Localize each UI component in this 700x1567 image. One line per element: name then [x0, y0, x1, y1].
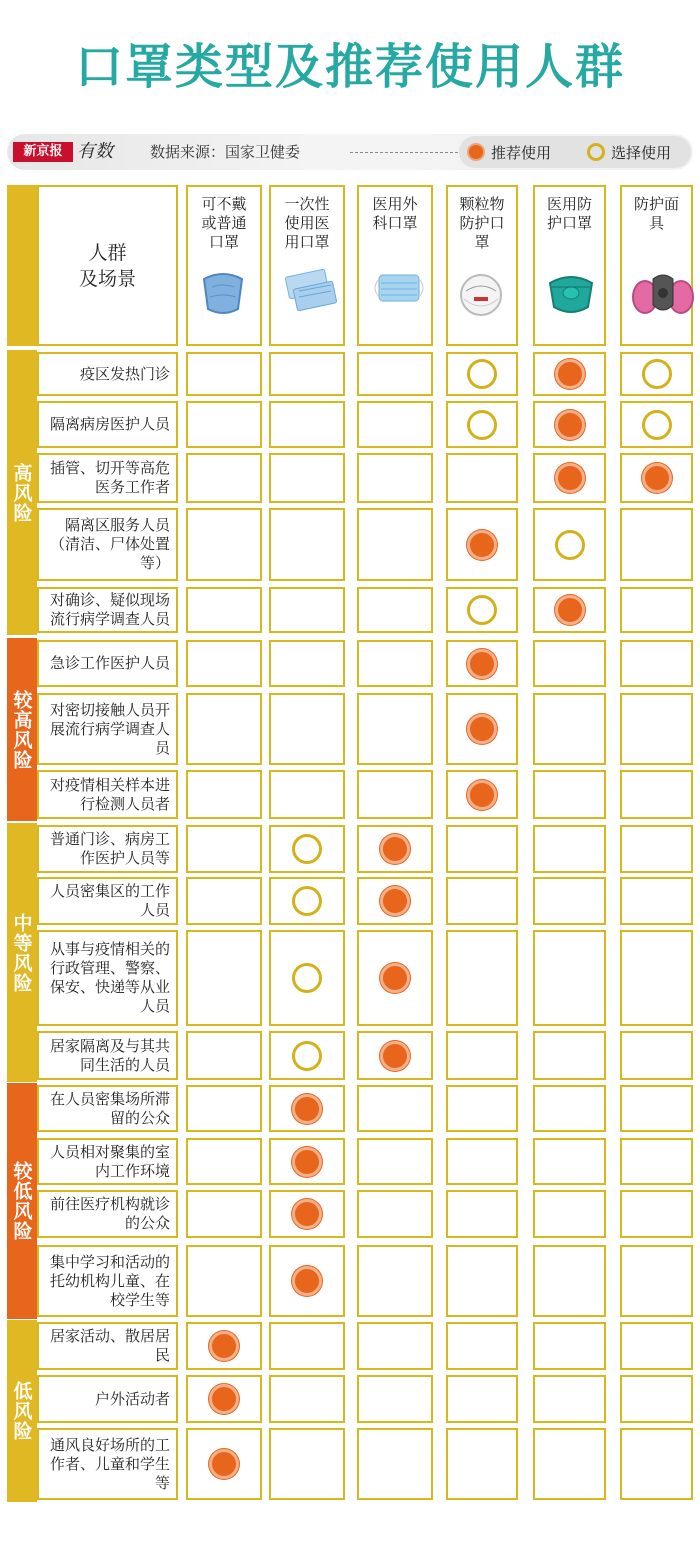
table-cell — [357, 1085, 433, 1132]
table-cell — [533, 770, 606, 819]
table-cell — [446, 877, 518, 925]
column-header-label: 一次性使用医用口罩 — [284, 195, 330, 251]
table-cell — [186, 401, 262, 448]
table-cell — [620, 770, 693, 819]
surgical-mask-icon — [369, 269, 429, 313]
risk-band-label: 高风险 — [10, 462, 33, 523]
recommend-mark-icon — [555, 595, 585, 625]
table-cell — [620, 1428, 693, 1500]
table-cell — [186, 587, 262, 633]
row-label: 急诊工作医护人员 — [37, 640, 178, 687]
table-cell — [269, 587, 345, 633]
recommend-mark-icon — [292, 1199, 322, 1229]
risk-band-label: 低风险 — [10, 1381, 33, 1441]
corner-label-line: 及场景 — [78, 267, 136, 290]
table-cell — [269, 352, 345, 396]
corner-label-line: 人群 — [88, 241, 127, 264]
risk-band-label: 中等风险 — [10, 912, 33, 993]
header-corner — [37, 185, 178, 346]
row-label: 集中学习和活动的托幼机构儿童、在校学生等 — [37, 1245, 178, 1317]
table-cell — [533, 1322, 606, 1370]
table-cell — [533, 693, 606, 765]
row-label: 普通门诊、病房工作医护人员等 — [37, 825, 178, 873]
table-cell — [446, 1190, 518, 1238]
optional-mark-icon — [292, 834, 322, 864]
table-cell — [186, 1190, 262, 1238]
n95-mask-icon — [544, 269, 598, 321]
table-cell — [620, 640, 693, 687]
table-cell — [186, 1245, 262, 1317]
logo-suffix: 有数 — [77, 141, 113, 162]
table-cell — [446, 1138, 518, 1185]
recommend-mark-icon — [467, 714, 497, 744]
table-cell — [269, 1322, 345, 1370]
row-label: 隔离区服务人员（清洁、尸体处置等） — [37, 508, 178, 581]
row-label: 前往医疗机构就诊的公众 — [37, 1190, 178, 1238]
table-cell — [186, 877, 262, 925]
table-cell — [446, 1322, 518, 1370]
recommend-mark-icon — [380, 886, 410, 916]
recommend-mark-icon — [380, 834, 410, 864]
row-label: 隔离病房医护人员 — [37, 401, 178, 448]
table-cell — [446, 930, 518, 1026]
table-cell — [357, 770, 433, 819]
table-cell — [620, 1138, 693, 1185]
table-cell — [357, 1375, 433, 1423]
row-label: 居家隔离及与其共同生活的人员 — [37, 1031, 178, 1080]
table-cell — [357, 352, 433, 396]
table-cell — [620, 825, 693, 873]
optional-mark-icon — [292, 1041, 322, 1071]
row-label: 在人员密集场所滞留的公众 — [37, 1085, 178, 1132]
recommend-mark-icon — [555, 410, 585, 440]
disposable-mask-icon — [281, 269, 341, 317]
table-cell — [533, 1138, 606, 1185]
table-cell — [186, 825, 262, 873]
row-label: 户外活动者 — [37, 1375, 178, 1423]
table-cell — [620, 1322, 693, 1370]
table-cell — [186, 640, 262, 687]
table-cell — [269, 693, 345, 765]
table-cell — [357, 693, 433, 765]
row-label: 从事与疫情相关的行政管理、警察、保安、快递等从业人员 — [37, 930, 178, 1026]
table-cell — [357, 1138, 433, 1185]
column-header-label: 防护面具 — [633, 195, 679, 232]
table-cell — [446, 1245, 518, 1317]
table-cell — [620, 1085, 693, 1132]
table-cell — [446, 825, 518, 873]
table-cell — [186, 930, 262, 1026]
table-cell — [357, 587, 433, 633]
table-cell — [269, 453, 345, 503]
optional-legend-label: 选择使用 — [611, 144, 672, 162]
row-label: 通风良好场所的工作者、儿童和学生等 — [37, 1428, 178, 1500]
recommend-mark-icon — [380, 1041, 410, 1071]
table-cell — [357, 1322, 433, 1370]
column-header-3 — [357, 185, 433, 346]
table-cell — [186, 693, 262, 765]
table-cell — [186, 1031, 262, 1080]
table-cell — [357, 1245, 433, 1317]
table-cell — [620, 587, 693, 633]
page-title: 口罩类型及推荐使用人群 — [74, 39, 625, 95]
table-cell — [186, 453, 262, 503]
recommend-mark-icon — [209, 1384, 239, 1414]
table-cell — [186, 1138, 262, 1185]
recommend-mark-icon — [467, 530, 497, 560]
table-cell — [620, 930, 693, 1026]
table-cell — [186, 508, 262, 581]
table-cell — [269, 770, 345, 819]
table-cell — [533, 825, 606, 873]
row-label: 居家活动、散居居民 — [37, 1322, 178, 1370]
table-cell — [269, 508, 345, 581]
table-cell — [357, 1190, 433, 1238]
optional-mark-icon — [642, 410, 672, 440]
optional-mark-icon — [642, 359, 672, 389]
row-label: 对确诊、疑似现场流行病学调查人员 — [37, 587, 178, 633]
risk-band-label: 较高风险 — [10, 689, 33, 770]
table-cell — [533, 1428, 606, 1500]
table-cell — [269, 1375, 345, 1423]
table-cell — [620, 1245, 693, 1317]
logo: 新京报 — [13, 142, 73, 162]
row-label: 对密切接触人员开展流行病学调查人员 — [37, 693, 178, 765]
recommend-mark-icon — [292, 1147, 322, 1177]
column-header-5 — [533, 185, 606, 346]
table-cell — [533, 1245, 606, 1317]
table-cell — [620, 508, 693, 581]
recommend-mark-icon — [467, 780, 497, 810]
table-cell — [533, 1375, 606, 1423]
table-cell — [269, 401, 345, 448]
column-header-2 — [269, 185, 345, 346]
row-label: 人员相对聚集的室内工作环境 — [37, 1138, 178, 1185]
optional-mark-icon — [292, 886, 322, 916]
table-cell — [446, 1031, 518, 1080]
gas-mask-icon — [631, 269, 695, 323]
table-cell — [533, 1031, 606, 1080]
cloth-mask-icon — [198, 269, 248, 321]
particulate-respirator-icon — [456, 269, 506, 323]
recommend-mark-icon — [292, 1094, 322, 1124]
table-cell — [620, 1190, 693, 1238]
row-label: 疫区发热门诊 — [37, 352, 178, 396]
table-cell — [533, 930, 606, 1026]
row-label: 插管、切开等高危医务工作者 — [37, 453, 178, 503]
table-cell — [620, 1031, 693, 1080]
recommend-mark-icon — [209, 1449, 239, 1479]
table-cell — [533, 1190, 606, 1238]
optional-mark-icon — [555, 530, 585, 560]
header-band — [7, 185, 37, 346]
optional-mark-icon — [292, 963, 322, 993]
optional-mark-icon — [467, 410, 497, 440]
table-cell — [357, 640, 433, 687]
risk-band — [7, 823, 37, 1082]
row-label: 对疫情相关样本进行检测人员者 — [37, 770, 178, 819]
table-cell — [357, 401, 433, 448]
table-cell — [269, 640, 345, 687]
table-cell — [446, 1428, 518, 1500]
table-cell — [446, 1375, 518, 1423]
recommend-legend-label: 推荐使用 — [491, 144, 552, 162]
column-header-label: 医用外科口罩 — [372, 195, 418, 232]
column-header-label: 可不戴或普通口罩 — [201, 195, 247, 251]
table-cell — [533, 1085, 606, 1132]
risk-band — [7, 1083, 37, 1319]
table-cell — [446, 453, 518, 503]
recommend-mark-icon — [209, 1331, 239, 1361]
table-cell — [533, 877, 606, 925]
row-label: 人员密集区的工作人员 — [37, 877, 178, 925]
recommend-mark-icon — [642, 463, 672, 493]
recommend-mark-icon — [555, 359, 585, 389]
table-cell — [446, 1085, 518, 1132]
table-cell — [186, 1085, 262, 1132]
risk-band — [7, 350, 37, 635]
table-cell — [357, 508, 433, 581]
table-cell — [269, 1428, 345, 1500]
risk-band — [7, 638, 37, 821]
table-cell — [533, 640, 606, 687]
table-cell — [186, 770, 262, 819]
optional-mark-icon — [467, 359, 497, 389]
risk-band-label: 较低风险 — [10, 1161, 33, 1241]
table-cell — [186, 352, 262, 396]
source-text: 数据来源：国家卫健委 — [150, 143, 301, 161]
optional-mark-icon — [467, 595, 497, 625]
column-header-label: 医用防护口罩 — [546, 195, 592, 232]
table-cell — [620, 693, 693, 765]
recommend-mark-icon — [555, 463, 585, 493]
column-header-1 — [186, 185, 262, 346]
recommend-mark-icon — [292, 1266, 322, 1296]
recommend-mark-icon — [380, 963, 410, 993]
recommend-mark-icon — [467, 649, 497, 679]
column-header-label: 颗粒物防护口罩 — [459, 195, 505, 251]
table-cell — [357, 453, 433, 503]
risk-band — [7, 1320, 37, 1502]
table-cell — [620, 1375, 693, 1423]
table-cell — [357, 1428, 433, 1500]
table-cell — [620, 877, 693, 925]
